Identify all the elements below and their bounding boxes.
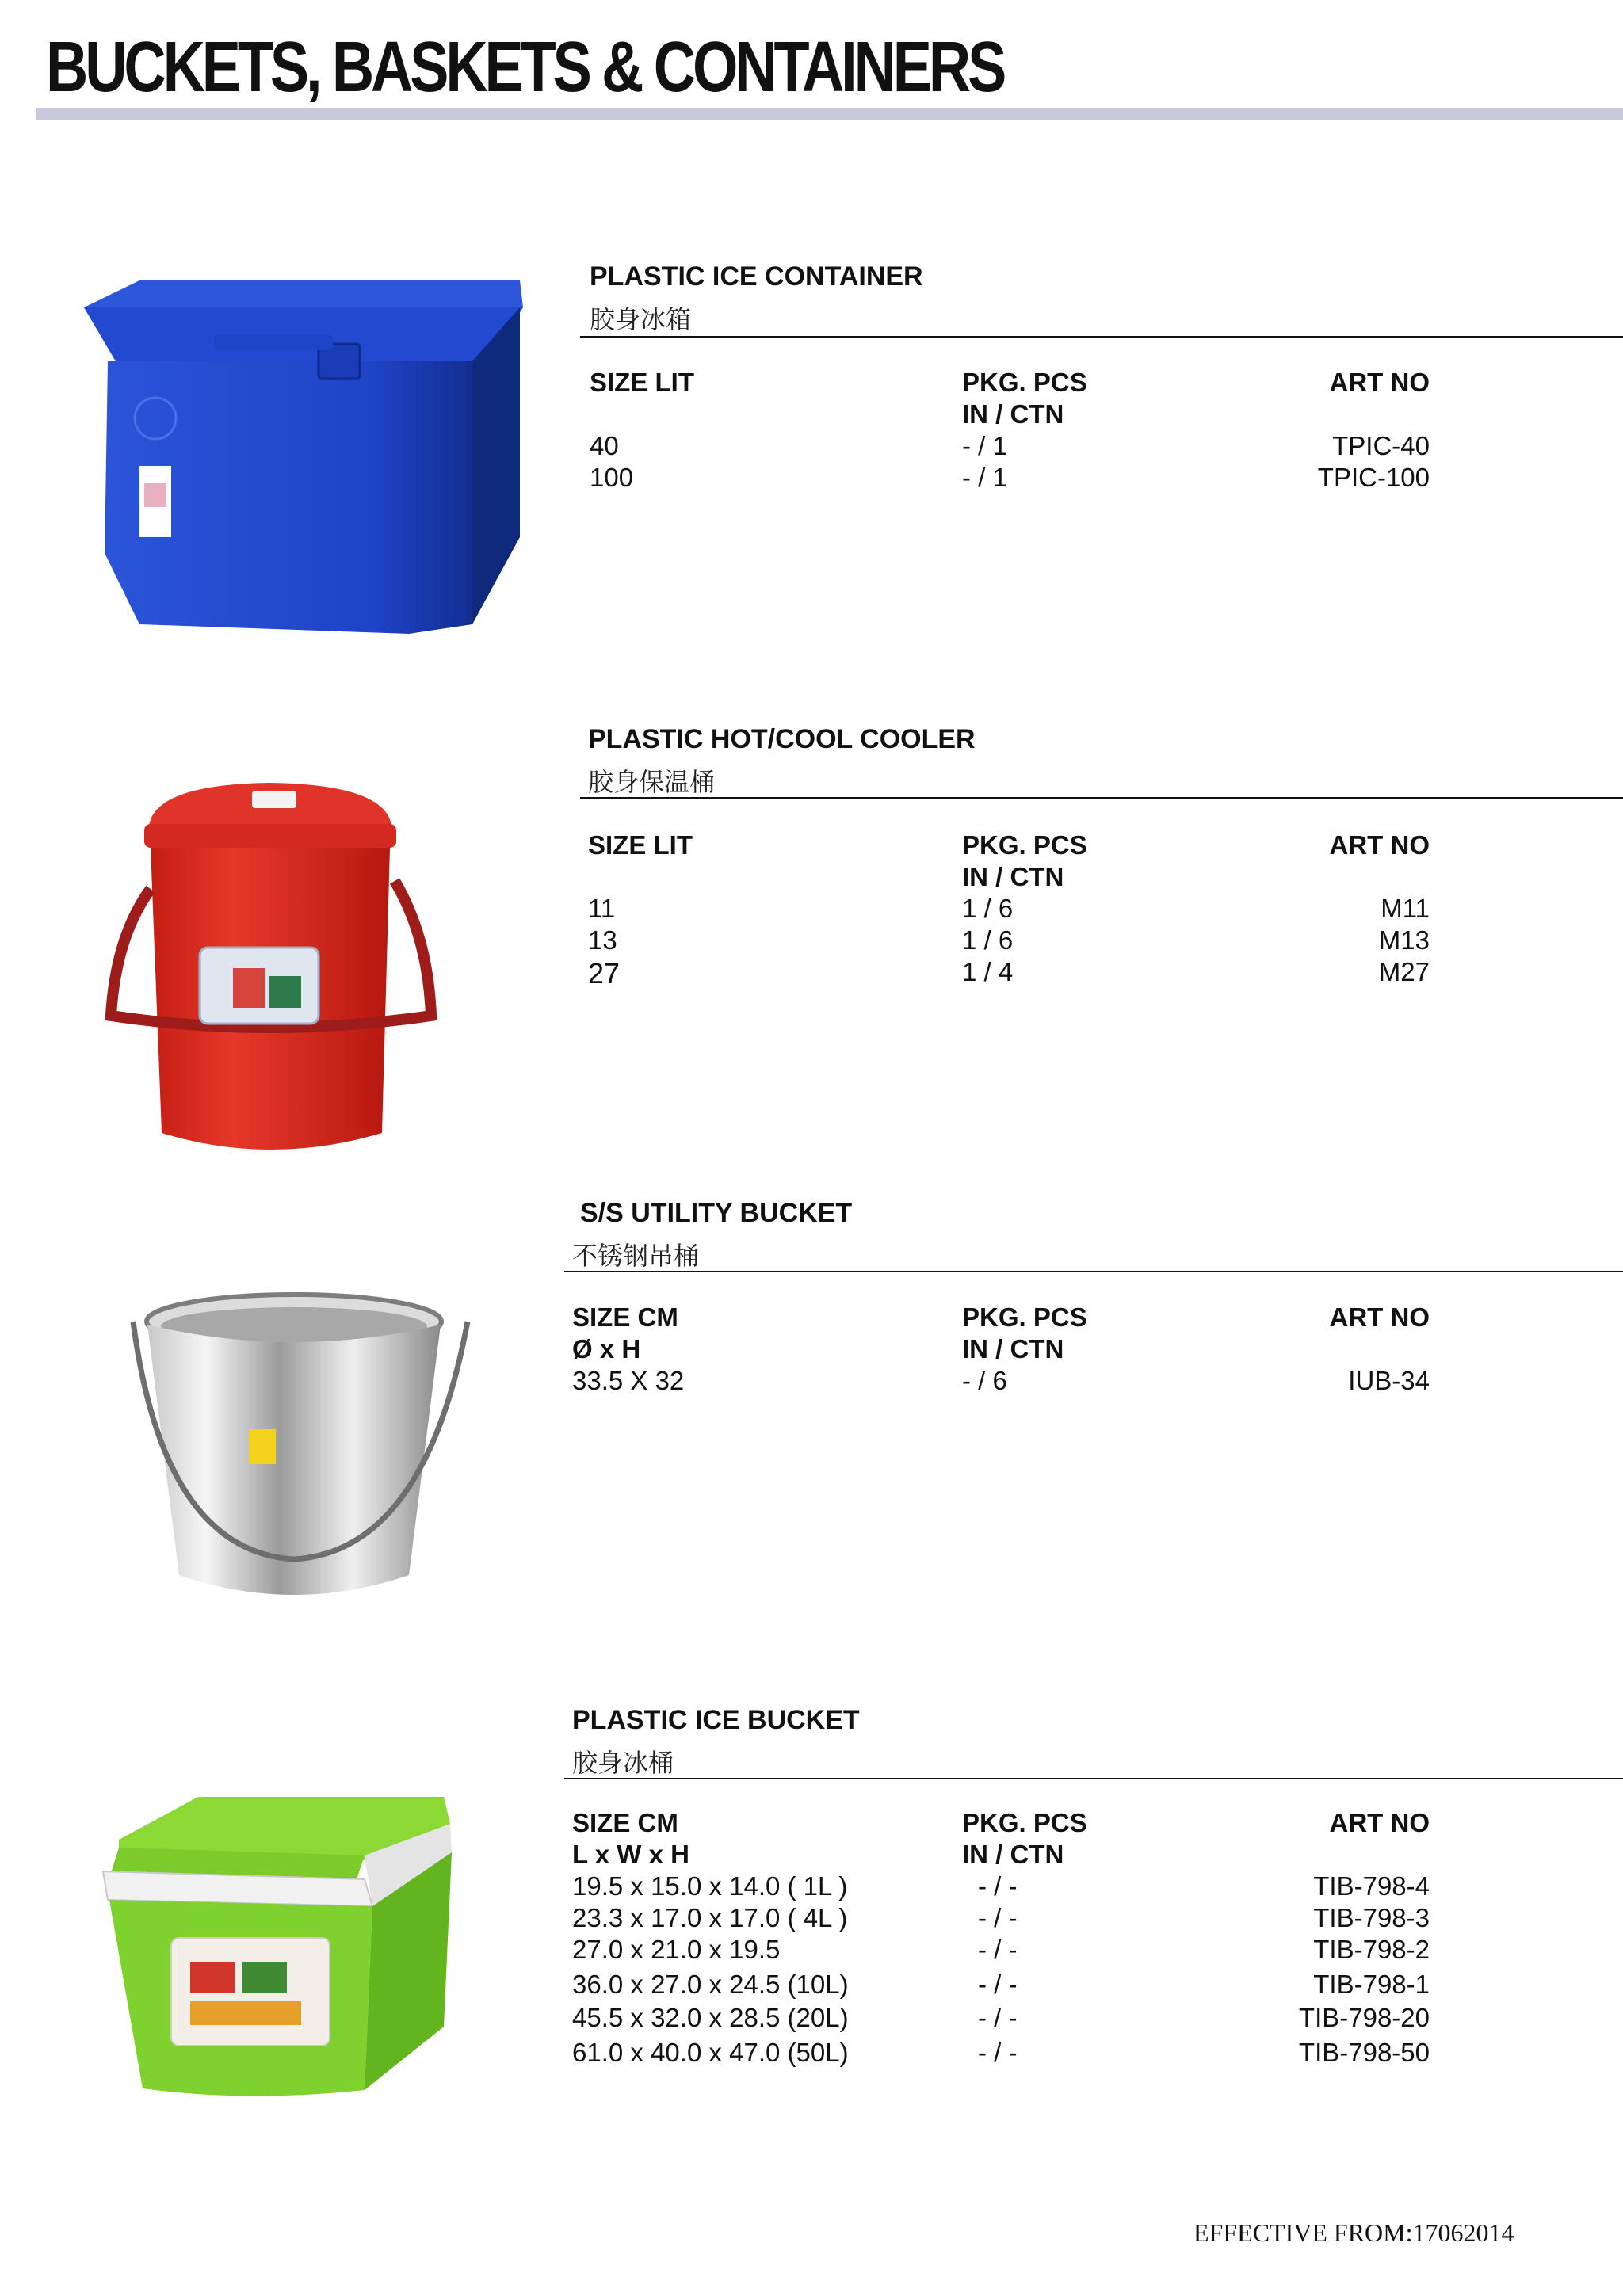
section-rule — [564, 1271, 1623, 1272]
hot-cool-cooler-photo — [100, 778, 441, 1174]
size-header: SIZE LIT — [590, 368, 694, 397]
size-cell: 19.5 x 15.0 x 14.0 ( 1L ) — [572, 1871, 848, 1901]
art-cell: TPIC-40 — [1332, 431, 1430, 460]
utility-bucket-photo — [116, 1290, 472, 1630]
ice-bucket-photo — [95, 1792, 460, 2101]
size-cell: 33.5 X 32 — [572, 1366, 685, 1395]
size-cell: 13 — [588, 925, 617, 955]
pkg-header-sub: IN / CTN — [962, 399, 1064, 429]
pkg-cell: - / - — [978, 2038, 1018, 2067]
art-header: ART NO — [1329, 368, 1430, 397]
size-header: SIZE CM — [572, 1808, 678, 1837]
section-title-cn: 胶身冰桶 — [572, 1748, 674, 1778]
section-title: PLASTIC HOT/COOL COOLER — [588, 724, 976, 754]
section-title: S/S UTILITY BUCKET — [580, 1198, 853, 1228]
size-cell: 27 — [588, 957, 621, 990]
pkg-cell: - / - — [978, 1935, 1018, 1964]
pkg-header: PKG. PCS — [962, 830, 1087, 860]
size-cell: 36.0 x 27.0 x 24.5 (10L) — [572, 1970, 849, 1999]
size-cell: 40 — [590, 431, 619, 460]
size-header: SIZE LIT — [588, 830, 693, 860]
section-title: PLASTIC ICE CONTAINER — [590, 261, 923, 292]
pkg-cell: 1 / 6 — [962, 925, 1014, 955]
section-title-cn: 胶身保温桶 — [588, 767, 716, 797]
pkg-header-sub: IN / CTN — [962, 1840, 1064, 1869]
art-cell: TIB-798-2 — [1313, 1935, 1430, 1964]
art-cell: M13 — [1378, 925, 1430, 955]
pkg-cell: - / - — [978, 1903, 1018, 1932]
art-cell: TIB-798-1 — [1313, 1970, 1430, 1999]
pkg-cell: 1 / 6 — [962, 894, 1014, 923]
page-title: BUCKETS, BASKETS & CONTAINERS — [46, 28, 1004, 107]
pkg-cell: - / - — [978, 1970, 1018, 1999]
section-rule — [564, 1778, 1623, 1779]
pkg-header-sub: IN / CTN — [962, 1334, 1064, 1363]
art-header: ART NO — [1329, 830, 1430, 860]
size-cell: 23.3 x 17.0 x 17.0 ( 4L ) — [572, 1903, 848, 1932]
section-title-cn: 胶身冰箱 — [590, 304, 692, 334]
art-cell: M27 — [1378, 957, 1430, 986]
pkg-cell: - / 6 — [962, 1366, 1007, 1395]
art-cell: IUB-34 — [1348, 1366, 1430, 1395]
pkg-cell: - / 1 — [962, 431, 1007, 460]
effective-date-footer: EFFECTIVE FROM:17062014 — [1193, 2218, 1514, 2247]
art-cell: TPIC-100 — [1317, 463, 1430, 492]
size-header-sub: L x W x H — [572, 1840, 689, 1869]
pkg-header: PKG. PCS — [962, 368, 1087, 397]
title-rule — [36, 108, 1623, 120]
size-cell: 11 — [588, 894, 616, 923]
pkg-header: PKG. PCS — [962, 1808, 1087, 1837]
size-cell: 27.0 x 21.0 x 19.5 — [572, 1935, 781, 1964]
art-header: ART NO — [1329, 1808, 1430, 1837]
section-rule — [580, 336, 1623, 338]
ice-container-photo — [76, 276, 536, 640]
art-cell: M11 — [1381, 894, 1430, 923]
size-header: SIZE CM — [572, 1302, 678, 1332]
size-cell: 61.0 x 40.0 x 47.0 (50L) — [572, 2038, 849, 2067]
section-title: PLASTIC ICE BUCKET — [572, 1705, 860, 1735]
pkg-cell: - / 1 — [962, 463, 1007, 492]
size-cell: 45.5 x 32.0 x 28.5 (20L) — [572, 2003, 849, 2032]
art-header: ART NO — [1329, 1302, 1430, 1332]
pkg-cell: - / - — [978, 1871, 1018, 1901]
pkg-header: PKG. PCS — [962, 1302, 1087, 1332]
art-cell: TIB-798-50 — [1298, 2038, 1430, 2067]
section-title-cn: 不锈钢吊桶 — [572, 1241, 700, 1271]
art-cell: TIB-798-3 — [1313, 1903, 1430, 1932]
pkg-header-sub: IN / CTN — [962, 862, 1064, 891]
size-cell: 100 — [590, 463, 634, 492]
art-cell: TIB-798-4 — [1313, 1871, 1430, 1901]
pkg-cell: - / - — [978, 2003, 1018, 2032]
pkg-cell: 1 / 4 — [962, 957, 1014, 986]
section-rule — [580, 797, 1623, 799]
size-header-sub: Ø x H — [572, 1334, 641, 1363]
art-cell: TIB-798-20 — [1298, 2003, 1430, 2032]
